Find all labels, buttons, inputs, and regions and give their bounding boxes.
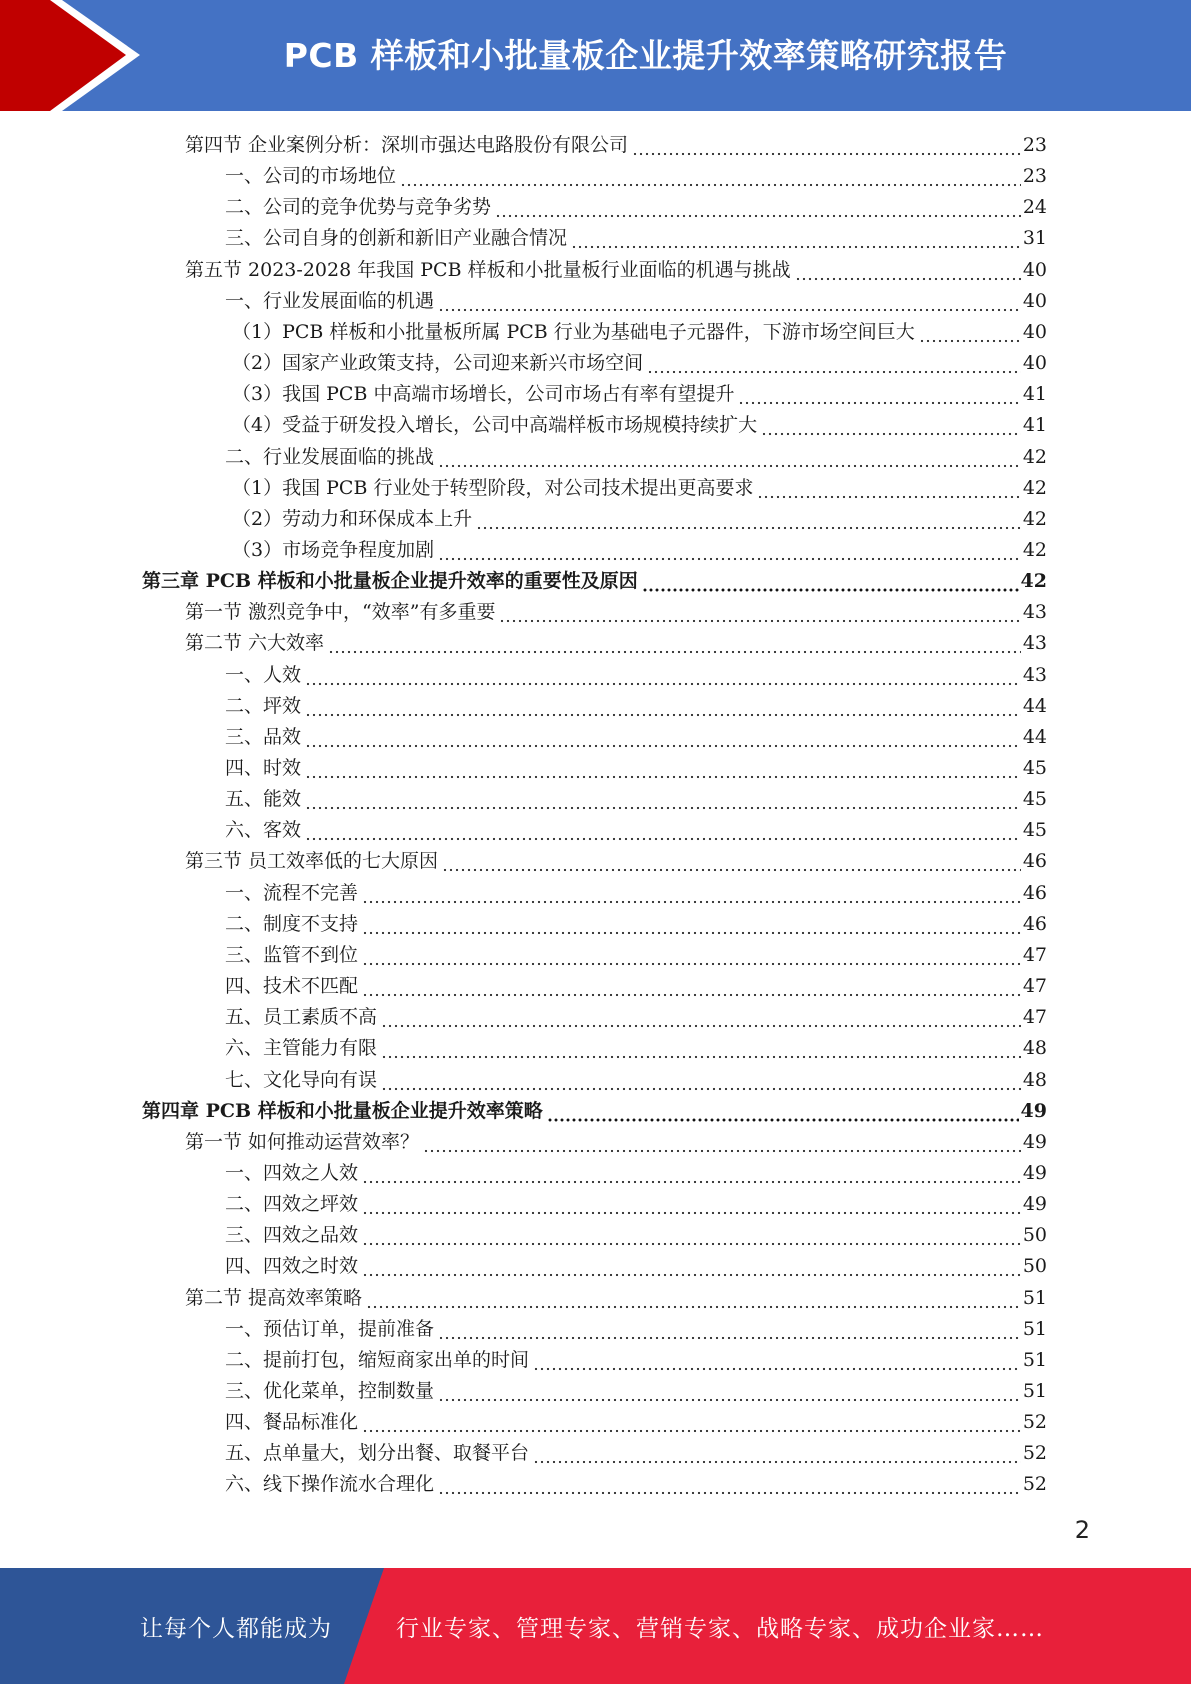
toc-dot-leader [381,1067,1021,1093]
toc-entry-title: 第一节 激烈竞争中，“效率”有多重要 [185,601,496,624]
toc-entry-title: 六、客效 [225,819,302,842]
report-title: PCB 样板和小批量板企业提升效率策略研究报告 [283,35,1008,75]
toc-entry-title: 六、主管能力有限 [225,1037,378,1060]
toc-dot-leader [305,817,1021,843]
toc-page-number: 45 [1022,757,1047,779]
toc-page-number: 49 [1022,1161,1047,1184]
toc-entry-title: 六、线下操作流水合理化 [225,1473,435,1496]
toc-page-number: 48 [1022,1037,1047,1060]
toc-dot-leader [362,942,1021,968]
toc-page-number: 52 [1022,1411,1047,1434]
toc-entry-title: 一、行业发展面临的机遇 [225,289,435,312]
toc-entry[interactable] [185,843,1047,874]
toc-page-number: 43 [1022,632,1047,655]
toc-entry-title: 三、监管不到位 [225,943,359,966]
toc-entry[interactable] [185,594,1047,625]
toc-page-number: 50 [1022,1255,1047,1278]
toc-entry-title: （1）我国 PCB 行业处于转型阶段，对公司技术提出更高要求 [232,476,754,499]
toc-page-number: 42 [1022,445,1047,468]
toc-dot-leader [442,848,1021,874]
toc-entry-title: 第二节 六大效率 [185,632,325,655]
toc-entry[interactable] [185,252,1047,283]
toc-entry-title: 一、预估订单，提前准备 [225,1317,435,1340]
toc-entry[interactable] [225,937,1047,968]
toc-entry[interactable] [225,1404,1047,1435]
toc-dot-leader [761,412,1021,438]
toc-dot-leader [919,319,1021,345]
toc-page-number: 42 [1022,538,1047,561]
toc-dot-leader [795,257,1021,283]
toc-dot-leader [438,288,1021,314]
toc-dot-leader [438,537,1021,563]
toc-entry-title: 一、公司的市场地位 [225,165,397,188]
toc-page-number: 47 [1022,975,1047,998]
toc-page-number: 42 [1022,507,1047,530]
toc-dot-leader [362,973,1021,999]
toc-page-number: 40 [1022,258,1047,281]
toc-entry[interactable] [232,470,1047,501]
toc-entry-title: 四、四效之时效 [225,1255,359,1278]
toc-entry[interactable] [225,1435,1047,1466]
toc-page-number: 48 [1022,1068,1047,1091]
toc-entry-title: 三、优化菜单，控制数量 [225,1380,435,1402]
toc-dot-leader [423,1129,1021,1155]
toc-entry[interactable] [225,189,1047,220]
toc-entry-title: 五、能效 [225,788,302,811]
toc-dot-leader [328,630,1021,656]
toc-page-number: 41 [1022,414,1047,437]
toc-entry[interactable] [225,1311,1047,1342]
toc-dot-leader [362,1253,1021,1279]
toc-dot-leader [738,381,1020,407]
toc-page-number: 51 [1022,1348,1047,1371]
toc-entry[interactable] [225,812,1047,843]
toc-entry-title: 第二节 提高效率策略 [185,1286,363,1309]
page-header [0,0,1191,111]
toc-dot-leader [362,880,1021,906]
toc-entry[interactable] [185,127,1047,158]
toc-entry-title: 四、技术不匹配 [225,975,359,998]
toc-page-number: 47 [1022,1006,1047,1029]
toc-dot-leader [571,225,1021,251]
toc-entry-title: 一、人效 [225,663,302,686]
toc-entry[interactable] [225,719,1047,750]
toc-entry[interactable] [225,781,1047,812]
toc-dot-leader [400,163,1021,189]
toc-entry-title: 五、员工素质不高 [225,1006,378,1029]
toc-entry-title: 二、提前打包，缩短商家出单的时间 [225,1348,530,1371]
toc-entry-title: 二、行业发展面临的挑战 [225,445,435,468]
toc-entry[interactable] [225,1248,1047,1279]
toc-dot-leader [305,755,1021,781]
toc-dot-leader [366,1285,1021,1311]
toc-dot-leader [381,1004,1021,1030]
toc-entry-title: 二、坪效 [225,694,302,717]
toc-page-number: 44 [1022,694,1047,717]
toc-page-number: 49 [1022,1130,1047,1153]
toc-dot-leader [305,786,1021,812]
toc-entry-title: 第三章 PCB 样板和小批量板企业提升效率的重要性及原因 [142,570,638,593]
toc-entry-title: 三、公司自身的创新和新旧产业融合情况 [225,227,568,250]
toc-entry[interactable] [225,1030,1047,1061]
toc-dot-leader [438,444,1021,470]
toc-dot-leader [362,911,1021,937]
toc-dot-leader [438,1471,1021,1497]
toc-page-number: 52 [1022,1442,1047,1465]
toc-entry[interactable] [225,1373,1047,1404]
toc-entry-title: （2）劳动力和环保成本上升 [232,507,473,530]
toc-page-number: 45 [1022,819,1047,842]
toc-dot-leader [647,350,1021,376]
toc-dot-leader [547,1098,1019,1124]
toc-entry-title: 七、文化导向有误 [225,1068,378,1091]
toc-page-number: 40 [1022,320,1047,343]
toc-dot-leader [362,1160,1021,1186]
toc-entry[interactable] [225,657,1047,688]
toc-chapter-entry[interactable] [142,1093,1047,1124]
toc-dot-leader [533,1347,1021,1373]
toc-entry[interactable] [232,407,1047,438]
toc-dot-leader [642,568,1019,594]
toc-page-number: 51 [1022,1286,1047,1309]
toc-page-number: 43 [1022,663,1047,686]
toc-entry-title: 第三节 员工效率低的七大原因 [185,850,439,873]
toc-entry-title: 第五节 2023-2028 年我国 PCB 样板和小批量板行业面临的机遇与挑战 [185,258,791,281]
toc-page-number: 40 [1022,352,1047,375]
toc-entry[interactable] [232,376,1047,407]
toc-entry-title: 第四节 企业案例分析：深圳市强达电路股份有限公司 [185,134,629,156]
toc-entry[interactable] [232,345,1047,376]
toc-entry[interactable] [225,1342,1047,1373]
toc-page-number: 40 [1022,289,1047,312]
toc-entry-title: （3）我国 PCB 中高端市场增长，公司市场占有率有望提升 [232,383,735,406]
toc-entry-title: 四、时效 [225,757,302,779]
toc-entry-title: 一、流程不完善 [225,881,359,904]
toc-dot-leader [305,724,1021,750]
toc-dot-leader [632,132,1021,158]
toc-dot-leader [381,1035,1021,1061]
toc-dot-leader [305,693,1021,719]
toc-page-number: 49 [1022,1193,1047,1216]
toc-page-number: 47 [1022,943,1047,966]
toc-page-number: 51 [1022,1317,1047,1340]
toc-entry[interactable] [225,1062,1047,1093]
toc-page-number: 51 [1022,1380,1047,1402]
toc-page-number: 46 [1022,912,1047,935]
toc-entry-title: 四、餐品标准化 [225,1411,359,1434]
toc-entry[interactable] [225,158,1047,189]
toc-entry-title: 二、制度不支持 [225,912,359,935]
toc-dot-leader [305,662,1021,688]
toc-entry[interactable] [225,968,1047,999]
toc-dot-leader [757,475,1020,501]
toc-entry[interactable] [232,501,1047,532]
toc-entry-title: （3）市场竞争程度加剧 [232,538,435,561]
toc-page-number: 23 [1022,134,1047,156]
toc-page-number: 31 [1022,227,1047,250]
toc-entry[interactable] [225,439,1047,470]
toc-entry[interactable] [225,1155,1047,1186]
toc-entry-title: 第四章 PCB 样板和小批量板企业提升效率策略 [142,1099,543,1122]
toc-page-number: 24 [1022,196,1047,219]
page-footer [0,1568,1191,1684]
footer-slogan: 让每个人都能成为 [140,1615,332,1642]
toc-entry[interactable] [185,1280,1047,1311]
toc-entry[interactable] [225,1466,1047,1497]
toc-entry-title: 五、点单量大，划分出餐、取餐平台 [225,1442,530,1465]
toc-page-number: 44 [1022,725,1047,748]
toc-page-number: 50 [1022,1224,1047,1247]
toc-entry[interactable] [225,283,1047,314]
toc-dot-leader [476,506,1021,532]
toc-page-number: 46 [1022,881,1047,904]
toc-entry[interactable] [232,314,1047,345]
toc-entry[interactable] [225,999,1047,1030]
toc-dot-leader [362,1409,1021,1435]
footer-expert-list: 行业专家、管理专家、营销专家、战略专家、成功企业家…… [396,1615,1044,1642]
toc-entry[interactable] [225,688,1047,719]
toc-entry-title: 三、品效 [225,725,302,748]
toc-entry[interactable] [225,1186,1047,1217]
toc-entry-title: 二、公司的竞争优势与竞争劣势 [225,196,492,219]
toc-dot-leader [499,599,1020,625]
toc-entry-title: （4）受益于研发投入增长，公司中高端样板市场规模持续扩大 [232,414,758,437]
toc-chapter-entry[interactable] [142,563,1047,594]
toc-entry[interactable] [225,875,1047,906]
toc-entry-title: 一、四效之人效 [225,1161,359,1184]
toc-page-number: 45 [1022,788,1047,811]
toc-entry-title: 二、四效之坪效 [225,1193,359,1216]
toc-page-number: 41 [1022,383,1047,406]
toc-dot-leader [533,1440,1021,1466]
toc-dot-leader [438,1378,1021,1404]
toc-entry[interactable] [232,532,1047,563]
toc-dot-leader [438,1316,1021,1342]
toc-page-number: 42 [1022,476,1047,499]
toc-entry[interactable] [225,750,1047,781]
toc-entry[interactable] [225,1217,1047,1248]
toc-dot-leader [362,1191,1021,1217]
toc-page-number: 49 [1020,1099,1047,1122]
toc-dot-leader [495,194,1021,220]
toc-page-number: 23 [1022,165,1047,188]
toc-entry-title: 三、四效之品效 [225,1224,359,1247]
toc-entry[interactable] [225,220,1047,251]
toc-entry[interactable] [185,1124,1047,1155]
toc-entry[interactable] [185,625,1047,656]
toc-entry[interactable] [225,906,1047,937]
toc-entry-title: （1）PCB 样板和小批量板所属 PCB 行业为基础电子元器件，下游市场空间巨大 [232,320,915,343]
toc-entry-title: （2）国家产业政策支持，公司迎来新兴市场空间 [232,352,644,375]
toc-dot-leader [362,1222,1021,1248]
toc-page-number: 42 [1020,570,1047,593]
toc-entry-title: 第一节 如何推动运营效率？ [185,1130,420,1153]
toc-page-number: 43 [1022,601,1047,624]
page-number: 2 [1074,1516,1090,1544]
toc-page-number: 52 [1022,1473,1047,1496]
toc-page-number: 46 [1022,850,1047,873]
